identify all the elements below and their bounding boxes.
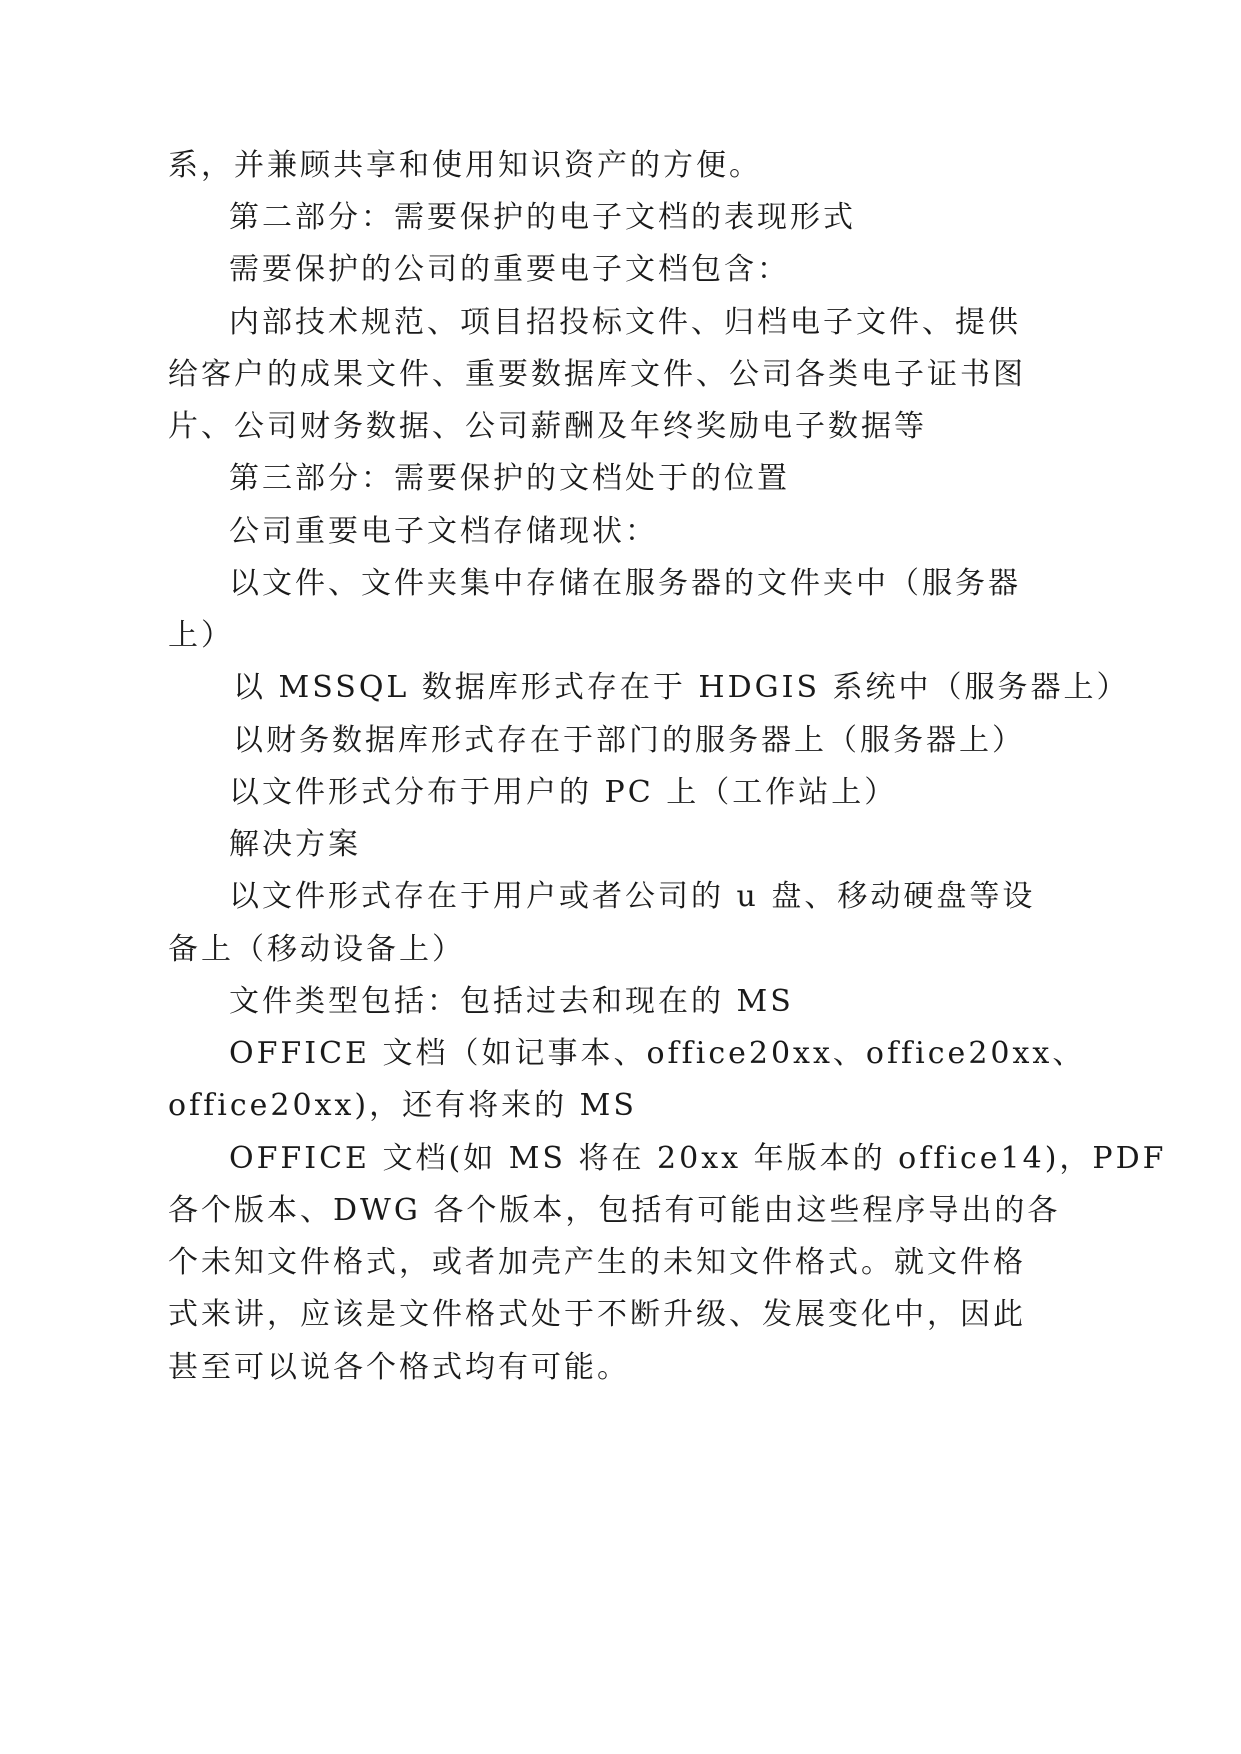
text-line: 系，并兼顾共享和使用知识资产的方便。 — [168, 148, 762, 183]
text-line: 备上（移动设备上） — [168, 932, 465, 967]
text-line: 以文件形式分布于用户的 PC 上（工作站上） — [229, 775, 898, 810]
text-line: 上） — [168, 618, 234, 653]
text-line: 文件类型包括：包括过去和现在的 MS — [229, 984, 794, 1019]
text-line: 甚至可以说各个格式均有可能。 — [168, 1350, 630, 1385]
text-line: OFFICE 文档(如 MS 将在 20xx 年版本的 office14)，PDF — [229, 1141, 1167, 1176]
text-line: 式来讲，应该是文件格式处于不断升级、发展变化中，因此 — [168, 1297, 1026, 1332]
text-line: 以 MSSQL 数据库形式存在于 HDGIS 系统中（服务器上） — [233, 670, 1130, 705]
section-heading: 第三部分：需要保护的文档处于的位置 — [229, 461, 790, 496]
text-line: 以文件、文件夹集中存储在服务器的文件夹中（服务器 — [229, 566, 1021, 601]
text-line: 内部技术规范、项目招投标文件、归档电子文件、提供 — [229, 305, 1021, 340]
text-line: OFFICE 文档（如记事本、office20xx、office20xx、 — [229, 1036, 1086, 1071]
text-line: 以文件形式存在于用户或者公司的 u 盘、移动硬盘等设 — [229, 879, 1036, 914]
text-line: 公司重要电子文档存储现状： — [229, 514, 658, 549]
text-line: 各个版本、DWG 各个版本，包括有可能由这些程序导出的各 — [168, 1193, 1061, 1228]
text-line: office20xx)，还有将来的 MS — [168, 1088, 637, 1123]
text-line: 给客户的成果文件、重要数据库文件、公司各类电子证书图 — [168, 357, 1026, 392]
section-heading: 第二部分：需要保护的电子文档的表现形式 — [229, 200, 856, 235]
text-line: 以财务数据库形式存在于部门的服务器上（服务器上） — [233, 723, 1025, 758]
text-line: 需要保护的公司的重要电子文档包含： — [229, 252, 790, 287]
text-line: 片、公司财务数据、公司薪酬及年终奖励电子数据等 — [168, 409, 927, 444]
text-line: 个未知文件格式，或者加壳产生的未知文件格式。就文件格 — [168, 1245, 1026, 1280]
section-heading: 解决方案 — [229, 827, 361, 862]
